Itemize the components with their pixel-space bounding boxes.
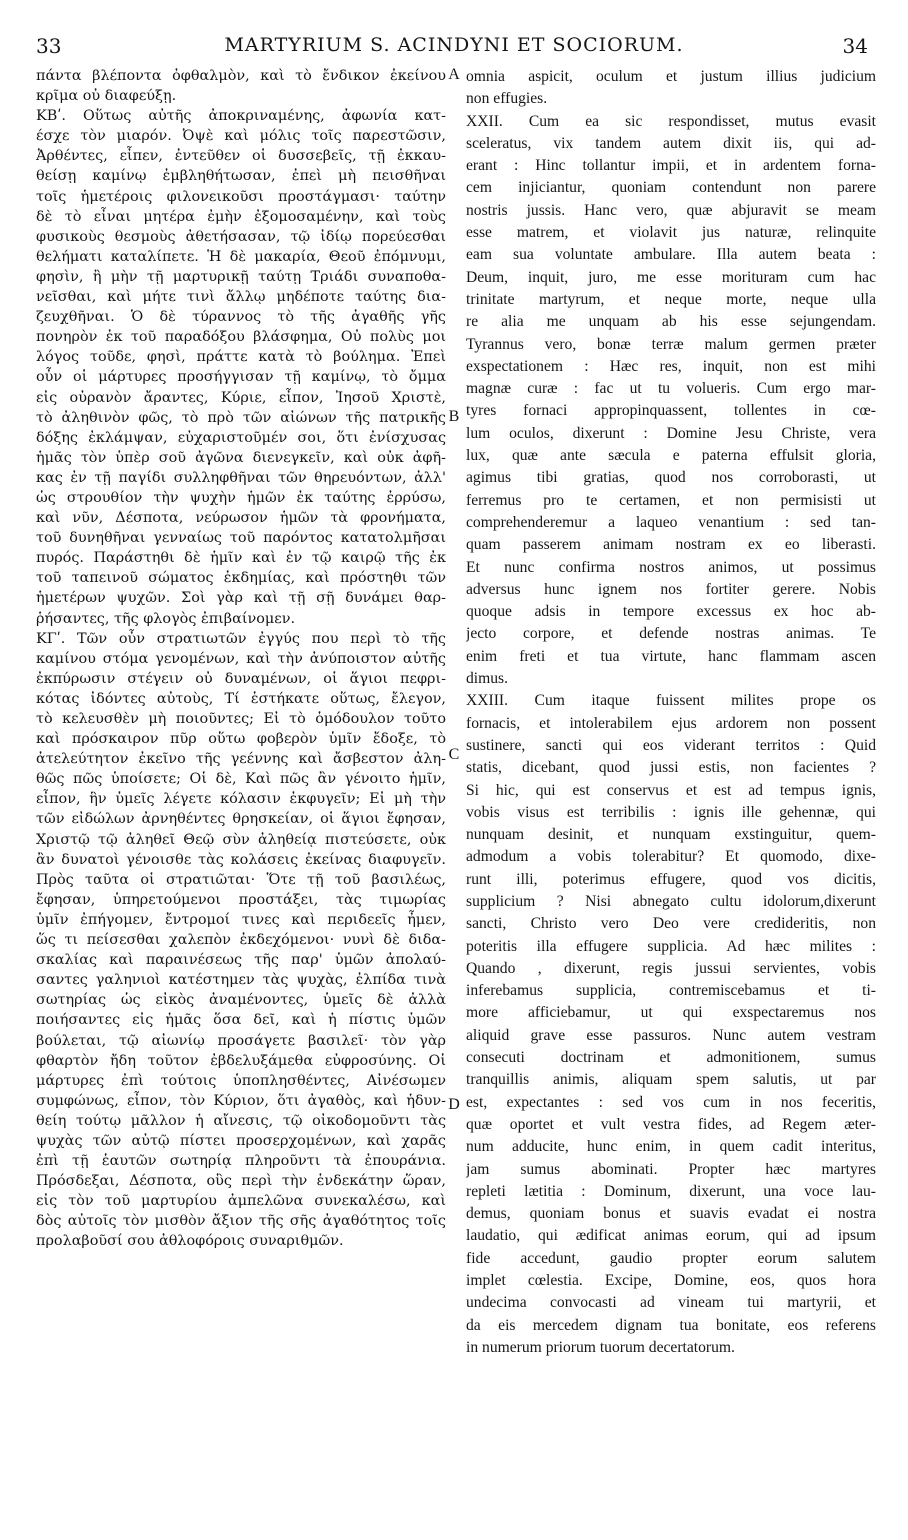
latin-text-line: nunquam desinit, et nunquam exstinguitur, quem- xyxy=(466,826,876,844)
latin-text-line: Deum, inquit, juro, me esse morituram cum hac xyxy=(466,268,876,286)
greek-text-line: τοῦ ταπεινοῦ σώματος ἐκδημίας, καὶ πρόστηθι τῶν xyxy=(36,570,446,587)
latin-text-line: jecto corpore, et defende nostras animas. Te xyxy=(466,625,876,643)
latin-text-line: trinitate martyrum, et neque morte, neque ulla xyxy=(466,290,876,308)
greek-text-line: πάντα βλέποντα ὀφθαλμὸν, καὶ τὸ ἔνδικον ἐκείνου xyxy=(36,68,446,84)
greek-text-line: Χριστῷ τῷ ἀληθεῖ Θεῷ σὺν ἀληθείᾳ πιστεύσετε, οὐκ xyxy=(36,831,446,848)
latin-text-line: sustinere, sancti qui eos viderant territos : Quid xyxy=(466,736,876,754)
greek-text-line: ἀτελεύτητον ἐκεῖνο τῆς γεέννης καὶ ἄσβεστον ἀλη- xyxy=(36,751,446,768)
latin-text-line: XXII. Cum ea sic respondisset, mutus evasit xyxy=(466,112,876,130)
latin-text-line: fide accedunt, gaudio propter eorum salutem xyxy=(466,1249,876,1267)
greek-text-line: μάρτυρες ἐπὶ τούτοις ὑποπλησθέντες, Αἰνέσωμεν xyxy=(36,1072,446,1089)
latin-text-line: demus, quoniam bonus et suavis evadat ei nostra xyxy=(466,1205,876,1223)
latin-text-line: poteritis illa effugere supplicia. Ad hæc milites : xyxy=(466,937,876,955)
greek-text-line: ἡμετέρων ψυχῶν. Σοὶ γὰρ καὶ τῇ σῇ δυνάμει θαρ- xyxy=(36,590,446,607)
greek-text-line: ἐκπύρωσιν στέγειν οὐ δυναμένων, οἱ ἅγιοι πεφρι- xyxy=(36,670,446,687)
latin-text-line: dimus. xyxy=(466,670,509,688)
greek-text-line: Πρόσδεξαι, Δέσποτα, οὓς περὶ τὴν ἑνδεκάτην ὥραν, xyxy=(36,1173,446,1190)
latin-text-line: implet cœlestia. Excipe, Domine, eos, quos hora xyxy=(466,1272,876,1290)
latin-text-line: aliquid grave esse passuros. Nunc autem vestram xyxy=(466,1026,876,1044)
latin-text-line: supplicium ? Nisi abnegato cultu idolorum,dixerunt xyxy=(466,892,876,910)
section-marker-d: D xyxy=(448,1096,460,1113)
greek-text-line: ΚΒʹ. Οὕτως αὐτῆς ἀποκριναμένης, ἀφωνία κατ- xyxy=(36,108,446,125)
greek-text-line: έσχε τὸν μιαρόν. Ὀψὲ καὶ μόλις τοῖς παρεστῶσιν, xyxy=(36,128,446,145)
latin-text-line: in numerum priorum tuorum decertatorum. xyxy=(466,1338,735,1356)
greek-text-line: σαντες γαληνιοὶ κατέστημεν τὰς ψυχὰς, ἐλπίδα τινὰ xyxy=(36,972,446,989)
greek-text-line: ΚΓʹ. Τῶν οὖν στρατιωτῶν ἐγγύς που περὶ τὸ τῆς xyxy=(36,630,446,647)
latin-text-line: enim freti et tua virtute, hanc flammam ascen xyxy=(466,647,876,665)
latin-text-line: fornacis, et intolerabilem ejus ardorem non possent xyxy=(466,714,876,732)
latin-text-line: laudatio, qui ædificat animas eorum, qui ad ipsum xyxy=(466,1227,876,1245)
section-marker-b: B xyxy=(448,408,460,425)
greek-text-line: συμφώνως, εἶπον, τὸν Κύριον, ὅτι ἀγαθὸς, καὶ ἡδυν- xyxy=(36,1092,446,1109)
greek-text-line: θῶς πῶς ὑποίσετε; Οἱ δὲ, Καὶ πῶς ἂν γένοιτο ἡμῖν, xyxy=(36,771,446,788)
greek-text-line: τῶν εἰδώλων ἀρνηθέντες θρησκείαν, οἱ ἅγιοι ἔφησαν, xyxy=(36,811,446,828)
latin-text-line: est, expectantes : sed vos cum in nos feceritis, xyxy=(466,1093,876,1111)
greek-text-line: σκαλίας καὶ παραινέσεως τῆς παρ' ὑμῶν ἀπολαύ- xyxy=(36,952,446,969)
greek-text-line: Πρὸς ταῦτα οἱ στρατιῶται· Ὅτε τῇ τοῦ βασιλέως, xyxy=(36,871,446,888)
latin-text-line: lum oculos, dixerunt : Domine Jesu Christe, vera xyxy=(466,424,876,442)
greek-text-line: ὡς στρουθίον τὴν ψυχὴν ἡμῶν ἐκ ταύτης ἐρρύσω, xyxy=(36,489,446,506)
latin-text-line: re alia me unquam ab his esse sejungendam. xyxy=(466,313,876,331)
latin-text-line: XXIII. Cum itaque fuissent milites prope os xyxy=(466,692,876,710)
greek-text-line: τοῦ δυνηθῆναι γενναίως τοῦ παρόντος κατατολμῆσαι xyxy=(36,530,446,547)
greek-text-line: εἰς οὐρανὸν ἄραντες, Κύριε, εἶπον, Ἰησοῦ Χριστὲ, xyxy=(36,389,446,406)
greek-text-line: θελήματι καταλίπετε. Ἡ δὲ μακαρία, Θεοῦ ἐπόμνυμι, xyxy=(36,248,446,265)
greek-text-line: βούλεται, τῷ αἰωνίῳ προσάγετε βασιλεῖ· τὸν γὰρ xyxy=(36,1032,446,1049)
latin-text-line: quæ oportet et vult vestra fides, ad Regem æter- xyxy=(466,1115,876,1133)
latin-text-line: esse matrem, et violavit jus naturæ, relinquite xyxy=(466,224,876,242)
greek-text-line: λόγος τοῦδε, φησὶ, πράττε κατὰ τὸ βούλημα. Ἐπεὶ xyxy=(36,349,446,366)
latin-text-line: lux, quæ ante sæcula e paterna effulsit gloria, xyxy=(466,447,876,465)
greek-text-line: δὸς αὐτοῖς τὸν μισθὸν ἄξιον τῆς σῆς ἀγαθότητος τοῖς xyxy=(36,1213,446,1230)
greek-text-line: ὥς τι πείσεσθαι χαλεπὸν ἐκδεχόμενοι· νυνὶ δὲ διδα- xyxy=(36,932,446,949)
latin-text-line: comprehenderemur a laqueo venantium : sed tan- xyxy=(466,513,876,531)
greek-text-line: τοῖς ἡμετέροις φιλονεικοῦσι προστάγμασι· ταύτην xyxy=(36,188,446,205)
page-number-left: 33 xyxy=(36,34,62,58)
latin-text-line: non effugies. xyxy=(466,90,548,108)
greek-text-line: καμίνου στόμα γενομένων, καὶ τὴν ἀνύποιστον αὐτῆς xyxy=(36,650,446,667)
greek-text-line: ὑμῖν ἐπήγομεν, ἔντρομοί τινες καὶ περιδεεῖς ἦμεν, xyxy=(36,911,446,928)
latin-text-line: tyres fornaci appropinquassent, tollentes in cœ- xyxy=(466,402,876,420)
latin-text-line: Et nunc confirma nostros animos, ut possimus xyxy=(466,558,876,576)
latin-text-line: nostris jussis. Hanc vero, quæ abjuravit se meam xyxy=(466,201,876,219)
greek-text-line: νεῖσθαι, καὶ μήτε τινὶ ἄλλῳ μηδέποτε ταύτης δια- xyxy=(36,289,446,306)
greek-text-line: ζευχθῆναι. Ὁ δὲ τύραννος τὸ τῆς ἀγαθῆς γῆς xyxy=(36,309,446,326)
section-markers xyxy=(442,0,466,1540)
greek-text-line: φησὶν, ἢ μὴν τῇ μαρτυρικῇ ταύτῃ Τριάδι συναποθα- xyxy=(36,268,446,285)
greek-text-line: ἐπὶ τῇ ἑαυτῶν σωτηρίᾳ πληροῦντι τὰ ἐπουράνια. xyxy=(36,1153,446,1170)
greek-text-line: ποιήσαντες εἰς ἡμᾶς ὅσα δεῖ, καὶ ἡ πίστις ὑμῶν xyxy=(36,1012,446,1029)
latin-text-line: Tyrannus vero, bonæ terræ malum germen præter xyxy=(466,335,876,353)
latin-text-line: consecuti doctrinam et admonitionem, sumus xyxy=(466,1049,876,1067)
latin-text-line: da eis mercedem dignam tua bonitate, eos referens xyxy=(466,1316,876,1334)
running-title: MARTYRIUM S. ACINDYNI ET SOCIORUM. xyxy=(224,34,684,56)
latin-text-line: num adducite, hunc enim, in quem cadit interitus, xyxy=(466,1138,876,1156)
greek-text-line: τὸ κελευσθὲν μὴ ποιοῦντες; Εἰ τὸ ὁμόδουλον τοῦτο xyxy=(36,711,446,727)
greek-text-line: καὶ πρόσκαιρον πῦρ οὕτω φοβερὸν ὑμῖν ἔδοξε, τὸ xyxy=(36,731,446,748)
latin-text-line: inferebamus supplicia, contremiscebamus et ti- xyxy=(466,982,876,1000)
greek-text-line: κας ἐν τῇ παγίδι συλληφθῆναι τῶν θηρευόντων, ἀλλ' xyxy=(36,469,446,486)
greek-text-line: τὸ ἀληθινὸν φῶς, τὸ πρὸ τῶν αἰώνων τῆς πατρικῆς xyxy=(36,409,446,426)
greek-text-line: εἶπον, ἣν ὑμεῖς λέγετε κόλασιν ἐκφυγεῖν; Εἰ μὴ τὴν xyxy=(36,791,446,808)
latin-text-line: Quando , dixerunt, regis jussui servientes, vobis xyxy=(466,959,876,977)
greek-text-line: καὶ νῦν, Δέσποτα, νεύρωσον ἡμῶν τὰ φρονήματα, xyxy=(36,510,446,527)
section-marker-c: C xyxy=(448,746,460,763)
greek-text-line: οὖν οἱ μάρτυρες προσήγγισαν τῇ καμίνῳ, τὸ ὄμμα xyxy=(36,369,446,386)
greek-text-line: ψυχὰς τῶν αὐτῷ πίστει προσερχομένων, καὶ χαρᾶς xyxy=(36,1132,446,1149)
latin-text-line: statis, dicebant, quod jussi estis, non facientes ? xyxy=(466,759,876,777)
latin-text-line: eam sua voluntate ambulare. Illa autem beata : xyxy=(466,246,876,264)
page-number-right: 34 xyxy=(842,34,868,58)
greek-text-line: θείσῃ καμίνῳ ἐμβληθήτωσαν, ἐπεὶ μὴ πεισθῆναι xyxy=(36,168,446,185)
latin-text-line: erant : Hinc tollantur impii, et in ardentem forna- xyxy=(466,157,876,175)
latin-text-line: exspectationem : Hæc res, inquit, non est mihi xyxy=(466,357,876,375)
greek-text-line: σωτηρίας ὡς εἰκὸς ἀναμένοντες, ὑμεῖς δὲ ἀλλὰ xyxy=(36,992,446,1009)
latin-text-line: ferremus pro te certamen, et non permisisti ut xyxy=(466,491,876,509)
latin-text-line: adversus hunc ignem nos fortiter gerere. Nobis xyxy=(466,580,876,598)
latin-text-line: quam passerem animam nostram ex eo liberasti. xyxy=(466,536,876,554)
greek-text-line: δόξης ἐκλάμψαν, εὐχαριστοῦμέν σοι, ὅτι ἐνίσχυσας xyxy=(36,429,446,446)
latin-text-line: runt illi, poterimus effugere, quod vos dicitis, xyxy=(466,870,876,888)
latin-text-line: cem injiciantur, quoniam contendunt non parere xyxy=(466,179,876,197)
greek-column xyxy=(36,66,446,1252)
latin-text-line: repleti lætitia : Dominum, dixerunt, una voce lau- xyxy=(466,1182,876,1200)
greek-text-line: εἰς τὸν τοῦ μαρτυρίου ἀμπελῶνα συνεκαλέσω, καὶ xyxy=(36,1193,446,1210)
latin-text-line: vobis visus est terribilis : ignis ille gehennæ, qui xyxy=(466,803,876,821)
latin-text-line: omnia aspicit, oculum et justum illius judicium xyxy=(466,68,876,85)
latin-text-line: tranquillis animis, aliquam spem salutis, ut par xyxy=(466,1071,876,1089)
greek-text-line: φυσικοὺς θεσμοὺς ἀθετήσασαν, τῷ ἰδίῳ πορεύεσθαι xyxy=(36,228,446,245)
latin-text-line: sceleratus, vix tandem autem dixit iis, qui ad- xyxy=(466,134,876,152)
latin-text-line: Si hic, qui est conservus et est ad tempus ignis, xyxy=(466,781,876,799)
latin-text-line: agimus tibi gratias, quod nos corroborasti, ut xyxy=(466,469,876,487)
greek-text-line: δὲ τὸ εἶναι μητέρα ἐμὴν ἐξομοσαμένην, καὶ τοὺς xyxy=(36,208,446,225)
greek-text-line: πυρός. Παράστηθι δὲ ἡμῖν καὶ ἐν τῷ καιρῷ τῆς ἐκ xyxy=(36,550,446,567)
greek-text-line: φθαρτὸν ἤδη τοῦτον ἐβδελυξάμεθα εὐφροσύνης. Οἱ xyxy=(36,1052,446,1069)
greek-text-line: θείη τούτῳ μᾶλλον ἡ αἴνεσις, τῷ οἰκοδομοῦντι τὰς xyxy=(36,1112,446,1129)
section-marker-a: A xyxy=(448,66,460,83)
latin-text-line: sancti, Christo vero Deo vere credideritis, non xyxy=(466,915,876,933)
greek-text-line: ἂν δυνατοὶ γένοισθε τὰς κολάσεις ἐκείνας διαφυγεῖν. xyxy=(36,851,446,868)
greek-text-line: κρῖμα οὐ διαφεύξῃ. xyxy=(36,88,177,105)
latin-column xyxy=(466,66,876,1359)
latin-text-line: more afficiebamur, ut qui exspectaremus nos xyxy=(466,1004,876,1022)
latin-text-line: magnæ curæ : fac ut tu volueris. Cum ergo mar- xyxy=(466,380,876,398)
greek-text-line: ἔφησαν, ὑπηρετούμενοι προστάξει, τὰς τιμωρίας xyxy=(36,891,446,908)
greek-text-line: ῥήσαντες, τῆς φλογὸς ἐπιβαίνομεν. xyxy=(36,610,296,627)
greek-text-line: ἡμᾶς τὸν ὑπὲρ σοῦ ἀγῶνα διενεγκεῖν, καὶ οὐκ ἀφῆ- xyxy=(36,449,446,466)
latin-text-line: admodum a vobis tolerabitur? Et quomodo, dixe- xyxy=(466,848,876,866)
latin-text-line: jam sumus abominati. Propter hæc martyres xyxy=(466,1160,876,1178)
greek-text-line: Ἀρθέντες, εἶπεν, ἐντεῦθεν οἱ δυσσεβεῖς, τῇ ἐκκαυ- xyxy=(36,148,446,165)
greek-text-line: πονηρὸν ἐκ τοῦ παραδόξου βλάσφημα, Οὐ πολὺς μοι xyxy=(36,329,446,346)
greek-text-line: κότας ἰδόντες αὐτοὺς, Τί ἑστήκατε οὕτως, ἔλεγον, xyxy=(36,690,446,707)
greek-text-line: προλαβοῦσί σου ἀθλοφόροις συναριθμῶν. xyxy=(36,1233,344,1250)
latin-text-line: undecima convocasti ad vineam tui martyrii, et xyxy=(466,1294,876,1312)
latin-text-line: quoque adsis in tempore excessus ex hoc ab- xyxy=(466,603,876,621)
